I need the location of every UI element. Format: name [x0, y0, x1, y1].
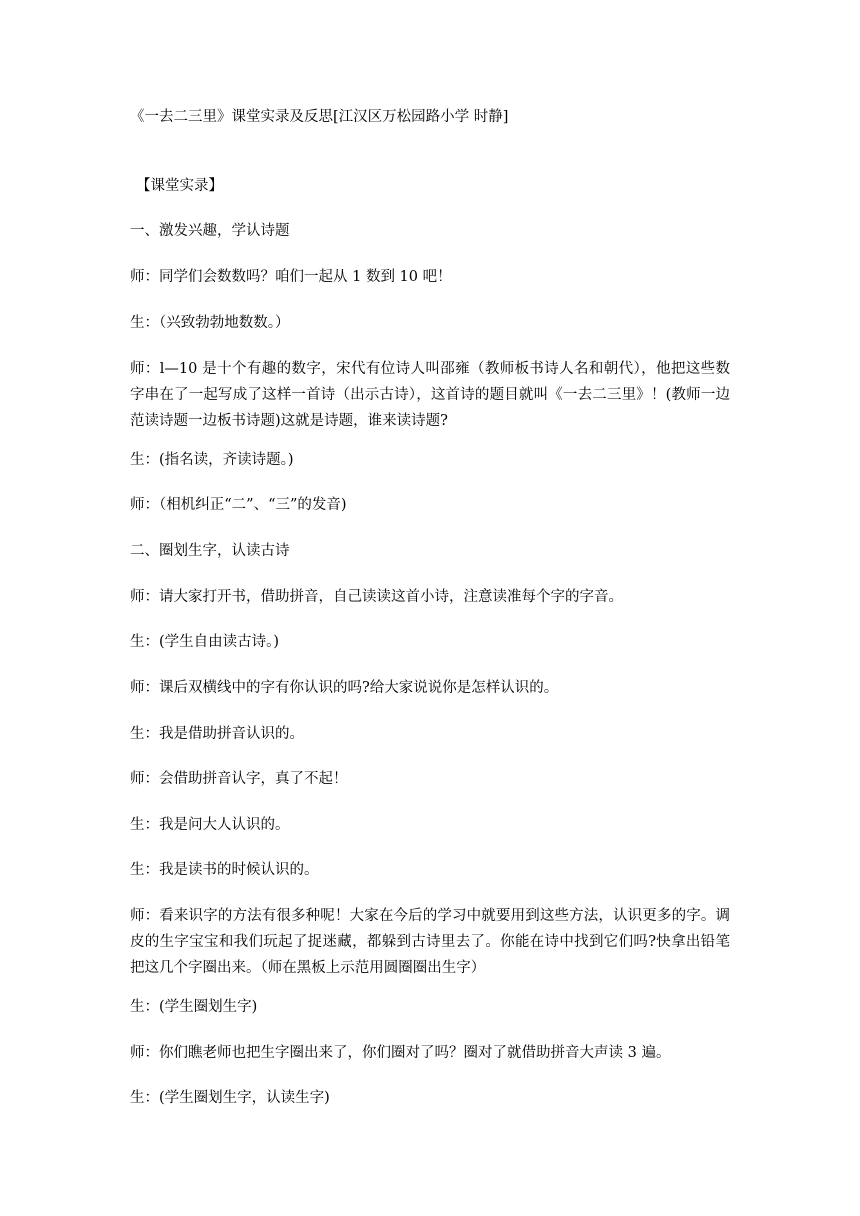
dialogue-line: 师：你们瞧老师也把生字圈出来了，你们圈对了吗？圈对了就借助拼音大声读 3 遍。 — [130, 1045, 671, 1061]
dialogue-paragraph: 师：看来识字的方法有很多种呢！大家在今后的学习中就要用到这些方法，认识更多的字。调皮的生字宝宝和我们玩起了捉迷藏，都躲到古诗里去了。你能在诗中找到它们吗?快拿出铅笔把这几个字圈出来。（师在黑板上示范用圆圈圈出生字） — [130, 908, 730, 976]
dialogue-paragraph: 师：l—10 是十个有趣的数字，宋代有位诗人叫邵雍（教师板书诗人名和朝代），他把这些数字串在了一起写成了这样一首诗（出示古诗），这首诗的题目就叫《一去二三里》！(教师一边范读诗题一边板书诗题)这就是诗题，谁来读诗题? — [130, 361, 730, 429]
section-heading: 【课堂实录】 — [136, 178, 223, 194]
dialogue-line: 生：我是借助拼音认识的。 — [130, 726, 304, 742]
dialogue-line: 师：会借助拼音认字，真了不起！ — [130, 771, 348, 787]
dialogue-line: 师：（相机纠正“二”、“三”的发音) — [130, 497, 347, 513]
dialogue-line: 生：我是读书的时候认识的。 — [130, 862, 319, 878]
dialogue-line: 师：同学们会数数吗？咱们一起从 1 数到 10 吧！ — [130, 269, 452, 285]
dialogue-line: 生：(学生自由读古诗。) — [130, 634, 280, 650]
document-title: 《一去二三里》课堂实录及反思[江汉区万松园路小学 时静] — [130, 109, 509, 125]
dialogue-line: 生：(指名读，齐读诗题。) — [130, 452, 294, 468]
dialogue-line: 生：我是问大人认识的。 — [130, 817, 290, 833]
dialogue-line: 师：课后双横线中的字有你认识的吗?给大家说说你是怎样认识的。 — [130, 680, 559, 696]
dialogue-line: 生：（兴致勃勃地数数。） — [130, 315, 290, 331]
dialogue-line: 生：(学生圈划生字，认读生字) — [130, 1090, 330, 1106]
dialogue-line: 师：请大家打开书，借助拼音，自己读读这首小诗，注意读准每个字的字音。 — [130, 589, 623, 605]
heading-part-one: 一、激发兴趣，学认诗题 — [130, 223, 290, 239]
dialogue-line: 生：(学生圈划生字) — [130, 999, 258, 1015]
heading-part-two: 二、圈划生字，认读古诗 — [130, 543, 290, 559]
